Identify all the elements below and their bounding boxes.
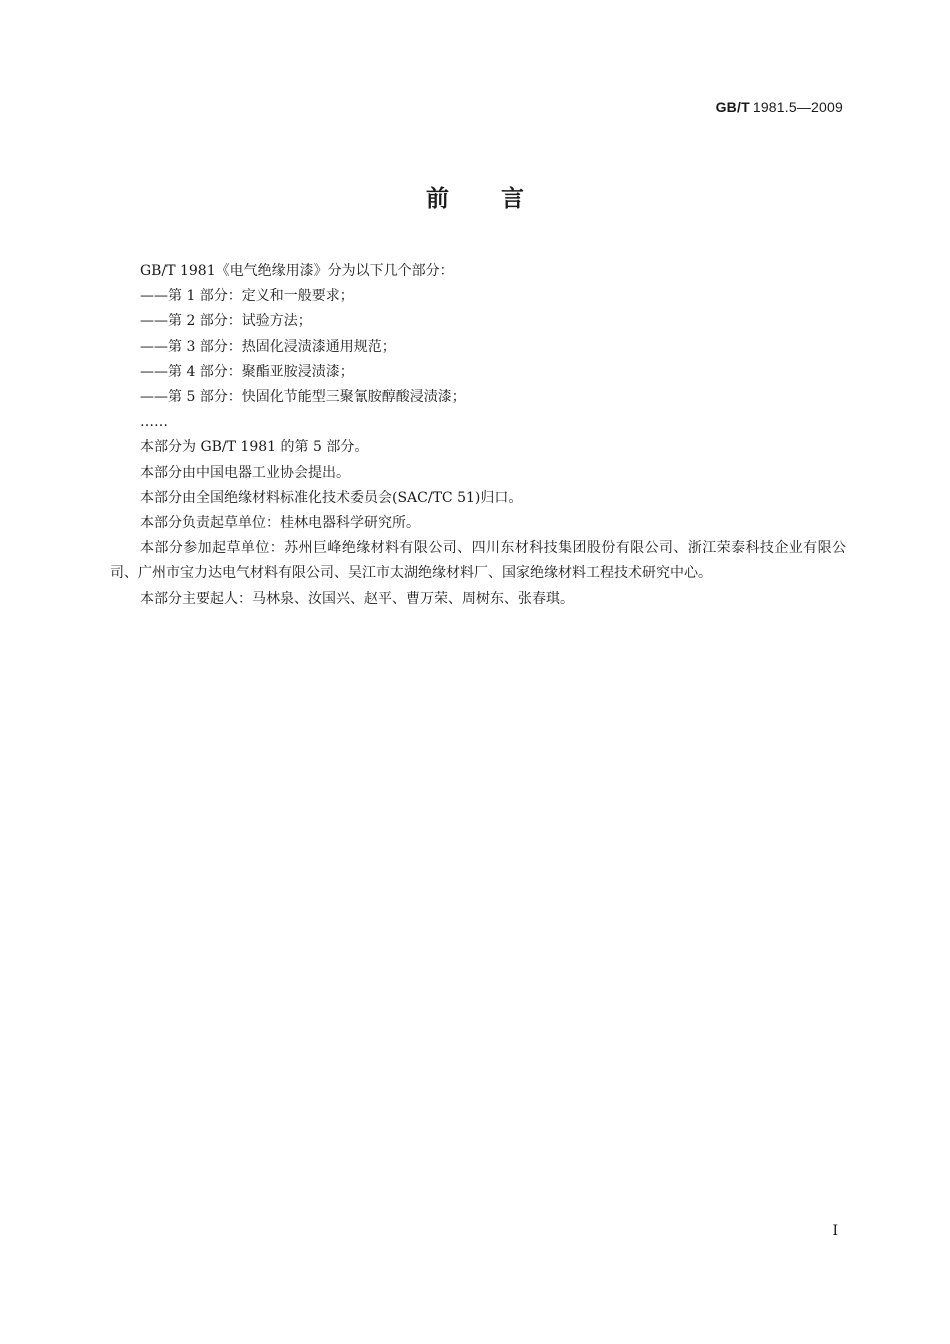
part-list-item: ——第 5 部分：快固化节能型三聚氰胺醇酸浸渍漆；: [140, 389, 466, 406]
foreword-body: [110, 259, 846, 612]
standard-header: [716, 99, 843, 115]
proposer-statement: 本部分由中国电器工业协会提出。: [140, 464, 350, 481]
standard-number: 1981.5—2009: [752, 99, 843, 115]
part-list-item: ——第 3 部分：热固化浸渍漆通用规范；: [140, 338, 396, 355]
intro-paragraph: GB/T 1981《电气绝缘用漆》分为以下几个部分：: [140, 263, 454, 279]
part-list-item: ——第 2 部分：试验方法；: [140, 313, 312, 330]
main-drafters-statement: 本部分主要起人：马林泉、汝国兴、赵平、曹万荣、周树东、张春琪。: [140, 590, 574, 607]
page-number: I: [832, 1223, 838, 1239]
part-list-item: ——第 1 部分：定义和一般要求；: [140, 288, 354, 305]
part-list-item: ——第 4 部分：聚酯亚胺浸渍漆；: [140, 363, 354, 380]
standard-prefix: GB/T: [715, 99, 750, 115]
part-statement: 本部分为 GB/T 1981 的第 5 部分。: [140, 439, 369, 456]
committee-statement: 本部分由全国绝缘材料标准化技术委员会(SAC/TC 51)归口。: [140, 489, 523, 506]
drafting-unit-statement: 本部分负责起草单位：桂林电器科学研究所。: [140, 515, 420, 532]
page-title: 前言: [426, 186, 576, 212]
list-ellipsis: ……: [140, 414, 168, 431]
participating-units-statement: 本部分参加起草单位：苏州巨峰绝缘材料有限公司、四川东材科技集团股份有限公司、浙江荣泰科技企业有限公司、广州市宝力达电气材料有限公司、吴江市太湖绝缘材料厂、国家绝缘材料工程技术研究中心。: [110, 540, 846, 582]
